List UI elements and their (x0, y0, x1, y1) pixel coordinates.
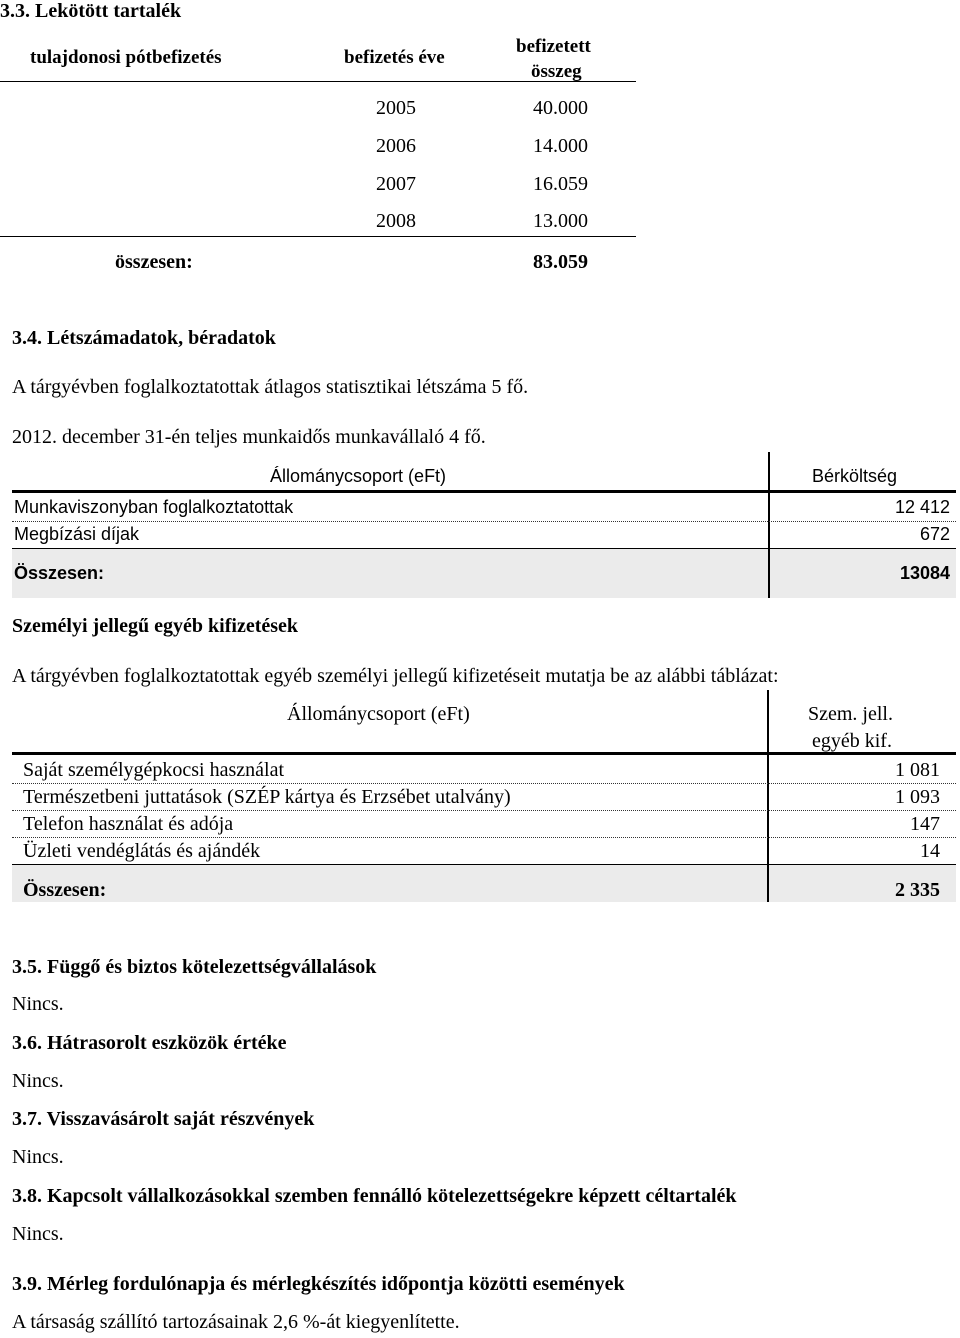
section-3-9-text: A társaság szállító tartozásainak 2,6 %-át kiegyenlítette. (12, 1311, 460, 1333)
section-3-3-title: 3.3. Lekötött tartalék (0, 0, 182, 22)
section-3-8-title: 3.8. Kapcsolt vállalkozásokkal szemben fennálló kötelezettségekre képzett céltartalék (12, 1185, 737, 1207)
personal-payments-title: Személyi jellegű egyéb kifizetések (12, 615, 299, 637)
table-total-value: 83.059 (533, 251, 588, 273)
table-total-shade (12, 865, 767, 902)
table-row-amount: 14.000 (533, 135, 588, 157)
table-row-amount: 16.059 (533, 173, 588, 195)
table-row-amount: 13.000 (533, 210, 588, 232)
table-row-year: 2006 (376, 135, 416, 157)
table-row-year: 2008 (376, 210, 416, 232)
fulltime-paragraph: 2012. december 31-én teljes munkaidős munkavállaló 4 fő. (12, 426, 486, 448)
table-header-payments-line2: egyéb kif. (812, 730, 892, 752)
table-row-value: 147 (910, 813, 940, 835)
table-row-separator (12, 521, 956, 522)
table-row-value: 1 093 (895, 786, 940, 808)
table-row-separator (12, 810, 956, 811)
table-row-label: Munkaviszonyban foglalkoztatottak (14, 497, 294, 517)
table-total-rule (0, 236, 636, 237)
table-header-rule (0, 81, 636, 82)
section-3-7-title: 3.7. Visszavásárolt saját részvények (12, 1108, 315, 1130)
table-total-label: összesen: (115, 251, 193, 273)
table-row-label: Saját személygépkocsi használat (23, 759, 285, 781)
section-3-9-title: 3.9. Mérleg fordulónapja és mérlegkészítés időpontja közötti események (12, 1273, 625, 1295)
table-header-rule (12, 752, 956, 755)
table-row-year: 2007 (376, 173, 416, 195)
table-header-group: Állománycsoport (eFt) (287, 703, 470, 725)
headcount-paragraph: A tárgyévben foglalkoztatottak átlagos statisztikai létszáma 5 fő. (12, 376, 529, 398)
table-row-value: 12 412 (894, 497, 950, 517)
table-header-rule (12, 490, 956, 493)
table-header-amount-line2: összeg (531, 61, 582, 82)
table-total-label: Összesen: (14, 563, 105, 583)
table-header-supplementary: tulajdonosi pótbefizetés (30, 47, 222, 68)
table-header-payments-line1: Szem. jell. (808, 703, 893, 725)
section-3-6-text: Nincs. (12, 1070, 64, 1092)
table-total-shade (12, 549, 768, 598)
table-row-value: 1 081 (895, 759, 940, 781)
table-row-label: Természetbeni juttatások (SZÉP kártya és Erzsébet utalvány) (23, 786, 511, 808)
personal-payments-intro: A tárgyévben foglalkoztatottak egyéb személyi jellegű kifizetéseit mutatja be az alábbi táblázat: (12, 665, 779, 687)
section-3-6-title: 3.6. Hátrasorolt eszközök értéke (12, 1032, 287, 1054)
section-3-5-title: 3.5. Függő és biztos kötelezettségvállalások (12, 956, 377, 978)
section-3-7-text: Nincs. (12, 1146, 64, 1168)
table-row-separator (12, 837, 956, 838)
table-header-amount-line1: befizetett (516, 36, 591, 57)
table-row-value: 672 (919, 524, 950, 544)
table-row-separator (12, 783, 956, 784)
table-total-value: 13084 (899, 563, 950, 583)
table-total-label: Összesen: (23, 879, 107, 901)
table-row-year: 2005 (376, 97, 416, 119)
table-row-label: Megbízási díjak (14, 524, 140, 544)
table-row-value: 14 (920, 840, 940, 862)
section-3-8-text: Nincs. (12, 1223, 64, 1245)
table-row-amount: 40.000 (533, 97, 588, 119)
section-3-4-title: 3.4. Létszámadatok, béradatok (12, 327, 276, 349)
table-row-label: Telefon használat és adója (23, 813, 234, 835)
table-row-label: Üzleti vendéglátás és ajándék (23, 840, 261, 862)
table-header-wage: Bérköltség (812, 466, 898, 486)
table-header-group: Állománycsoport (eFt) (270, 466, 447, 486)
table-header-year: befizetés éve (344, 47, 445, 68)
section-3-5-text: Nincs. (12, 993, 64, 1015)
table-total-value: 2 335 (895, 879, 940, 901)
